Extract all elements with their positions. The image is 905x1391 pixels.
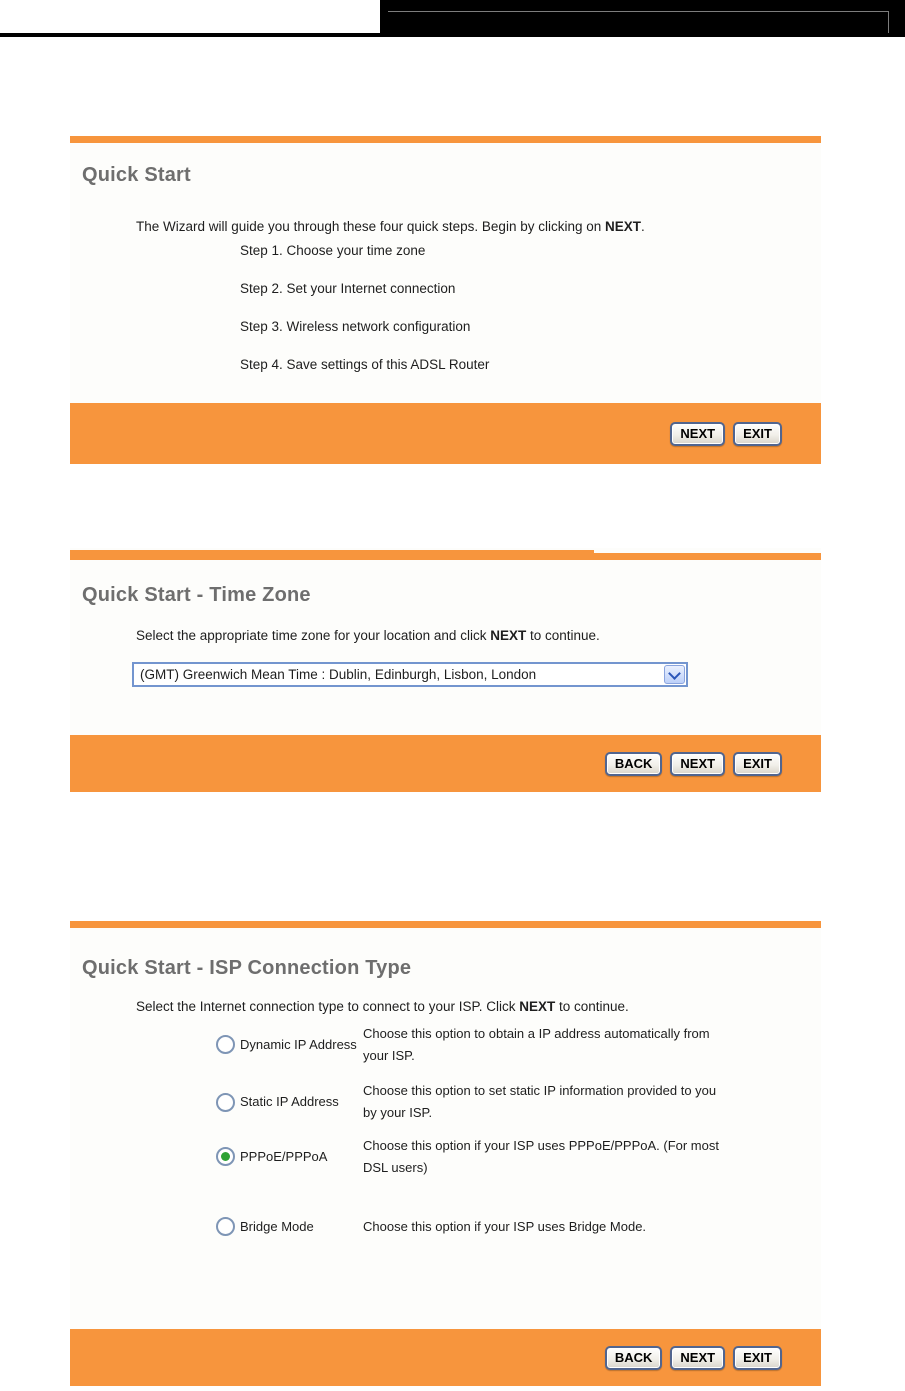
intro-bold: NEXT	[490, 627, 527, 643]
action-bar	[70, 403, 821, 464]
page-title: Quick Start	[82, 164, 191, 187]
exit-button[interactable]: EXIT	[733, 1346, 782, 1370]
radio-label-pppoe[interactable]: PPPoE/PPPoA	[240, 1149, 328, 1164]
panel-top-bar-right	[594, 553, 821, 560]
panel-top-bar	[70, 921, 821, 928]
radio-pppoe-pppoa[interactable]	[216, 1147, 235, 1166]
intro-prefix: Select the appropriate time zone for your location and click	[136, 627, 491, 643]
radio-bridge-mode[interactable]	[216, 1217, 235, 1236]
page-title: Quick Start - ISP Connection Type	[82, 957, 412, 980]
wizard-step-3: Step 3. Wireless network configuration	[240, 319, 471, 334]
wizard-steps-list	[240, 232, 489, 384]
intro-bold: NEXT	[519, 998, 556, 1014]
option-description	[363, 1080, 823, 1124]
description-line: by your ISP.	[363, 1105, 433, 1120]
option-description	[363, 1216, 823, 1238]
description-line: Choose this option if your ISP uses PPPoE/PPPoA. (For most	[363, 1138, 719, 1153]
page-title: Quick Start - Time Zone	[82, 584, 311, 607]
exit-button[interactable]: EXIT	[733, 422, 782, 446]
next-button[interactable]: NEXT	[670, 1346, 725, 1370]
wizard-step-4: Step 4. Save settings of this ADSL Router	[240, 357, 490, 372]
panel-top-bar-left	[70, 550, 594, 560]
option-description	[363, 1135, 823, 1179]
description-line: Choose this option to set static IP information provided to you	[363, 1083, 717, 1098]
description-line: your ISP.	[363, 1048, 415, 1063]
timezone-selected-value: (GMT) Greenwich Mean Time : Dublin, Edinburgh, Lisbon, London	[140, 667, 537, 682]
radio-label-dynamic-ip[interactable]: Dynamic IP Address	[240, 1037, 357, 1052]
action-bar	[70, 735, 821, 792]
isp-connection-type-panel	[70, 921, 821, 1386]
exit-button[interactable]: EXIT	[733, 752, 782, 776]
radio-dynamic-ip-address[interactable]	[216, 1035, 235, 1054]
radio-static-ip-address[interactable]	[216, 1093, 235, 1112]
panel-top-bar	[70, 136, 821, 143]
description-line: DSL users)	[363, 1160, 428, 1175]
next-button[interactable]: NEXT	[670, 752, 725, 776]
action-bar	[70, 1329, 821, 1386]
document-header-block	[380, 0, 905, 36]
timezone-select[interactable]	[132, 662, 688, 687]
radio-label-static-ip[interactable]: Static IP Address	[240, 1094, 339, 1109]
wizard-step-1: Step 1. Choose your time zone	[240, 243, 426, 258]
intro-text	[136, 628, 600, 643]
radio-label-bridge-mode[interactable]: Bridge Mode	[240, 1219, 314, 1234]
wizard-step-2: Step 2. Set your Internet connection	[240, 281, 456, 296]
description-line: Choose this option to obtain a IP address automatically from	[363, 1026, 710, 1041]
intro-prefix: Select the Internet connection type to connect to your ISP. Click	[136, 998, 520, 1014]
intro-prefix: The Wizard will guide you through these four quick steps. Begin by clicking on	[136, 218, 605, 234]
description-line: Choose this option if your ISP uses Bridge Mode.	[363, 1219, 647, 1234]
back-button[interactable]: BACK	[605, 1346, 663, 1370]
intro-suffix: .	[641, 218, 645, 234]
option-description	[363, 1023, 823, 1067]
header-rule	[0, 33, 905, 37]
intro-text	[136, 999, 629, 1014]
intro-bold: NEXT	[605, 218, 642, 234]
dropdown-arrow-button[interactable]	[664, 665, 685, 684]
chevron-down-icon	[668, 667, 681, 680]
quick-start-panel	[70, 136, 821, 464]
next-button[interactable]: NEXT	[670, 422, 725, 446]
intro-suffix: to continue.	[526, 627, 600, 643]
back-button[interactable]: BACK	[605, 752, 663, 776]
intro-suffix: to continue.	[555, 998, 629, 1014]
time-zone-panel	[70, 548, 821, 792]
